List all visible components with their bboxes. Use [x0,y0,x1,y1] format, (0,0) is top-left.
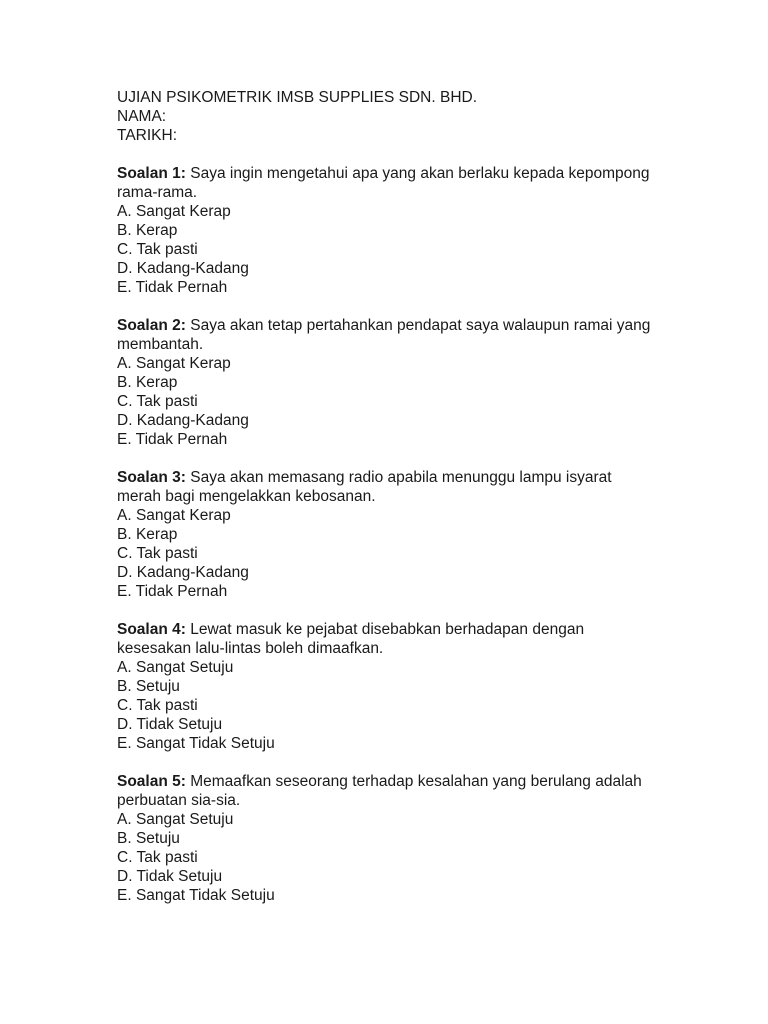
option-a: A. Sangat Kerap [117,507,231,524]
question-5 [117,772,657,905]
question-text [117,620,657,658]
question-1 [117,164,657,297]
question-label: Soalan 3: [117,469,186,486]
name-label: NAMA: [117,108,167,125]
option-a: A. Sangat Kerap [117,203,231,220]
document-header [117,88,657,145]
option-d: D. Tidak Setuju [117,716,223,733]
option-d: D. Tidak Setuju [117,868,223,885]
question-label: Soalan 2: [117,317,186,334]
option-a: A. Sangat Setuju [117,659,234,676]
question-body: Saya akan memasang radio apabila menunggu lampu isyarat merah bagi mengelakkan kebosanan. [117,469,612,505]
option-d: D. Kadang-Kadang [117,412,249,429]
option-e: E. Sangat Tidak Setuju [117,735,275,752]
question-4 [117,620,657,753]
option-b: B. Setuju [117,830,180,847]
question-label: Soalan 4: [117,621,186,638]
date-label: TARIKH: [117,127,177,144]
question-text [117,468,657,506]
option-b: B. Kerap [117,526,178,543]
answer-options [117,354,657,449]
option-b: B. Kerap [117,222,178,239]
question-body: Saya akan tetap pertahankan pendapat saya walaupun ramai yang membantah. [117,317,651,353]
option-d: D. Kadang-Kadang [117,564,249,581]
answer-options [117,658,657,753]
question-text [117,316,657,354]
option-b: B. Kerap [117,374,178,391]
option-d: D. Kadang-Kadang [117,260,249,277]
document-page [117,88,657,905]
option-a: A. Sangat Kerap [117,355,231,372]
question-2 [117,316,657,449]
option-c: C. Tak pasti [117,393,198,410]
question-label: Soalan 5: [117,773,186,790]
option-e: E. Tidak Pernah [117,279,228,296]
option-c: C. Tak pasti [117,697,198,714]
document-title: UJIAN PSIKOMETRIK IMSB SUPPLIES SDN. BHD. [117,89,478,106]
option-c: C. Tak pasti [117,545,198,562]
question-3 [117,468,657,601]
question-body: Lewat masuk ke pejabat disebabkan berhadapan dengan kesesakan lalu-lintas boleh dimaafkan. [117,621,585,657]
question-body: Memaafkan seseorang terhadap kesalahan yang berulang adalah perbuatan sia-sia. [117,773,642,809]
answer-options [117,202,657,297]
option-e: E. Tidak Pernah [117,583,228,600]
option-e: E. Tidak Pernah [117,431,228,448]
option-c: C. Tak pasti [117,849,198,866]
answer-options [117,810,657,905]
option-e: E. Sangat Tidak Setuju [117,887,275,904]
option-c: C. Tak pasti [117,241,198,258]
question-text [117,772,657,810]
option-b: B. Setuju [117,678,180,695]
answer-options [117,506,657,601]
question-label: Soalan 1: [117,165,186,182]
question-text [117,164,657,202]
question-body: Saya ingin mengetahui apa yang akan berlaku kepada kepompong rama-rama. [117,165,650,201]
option-a: A. Sangat Setuju [117,811,234,828]
